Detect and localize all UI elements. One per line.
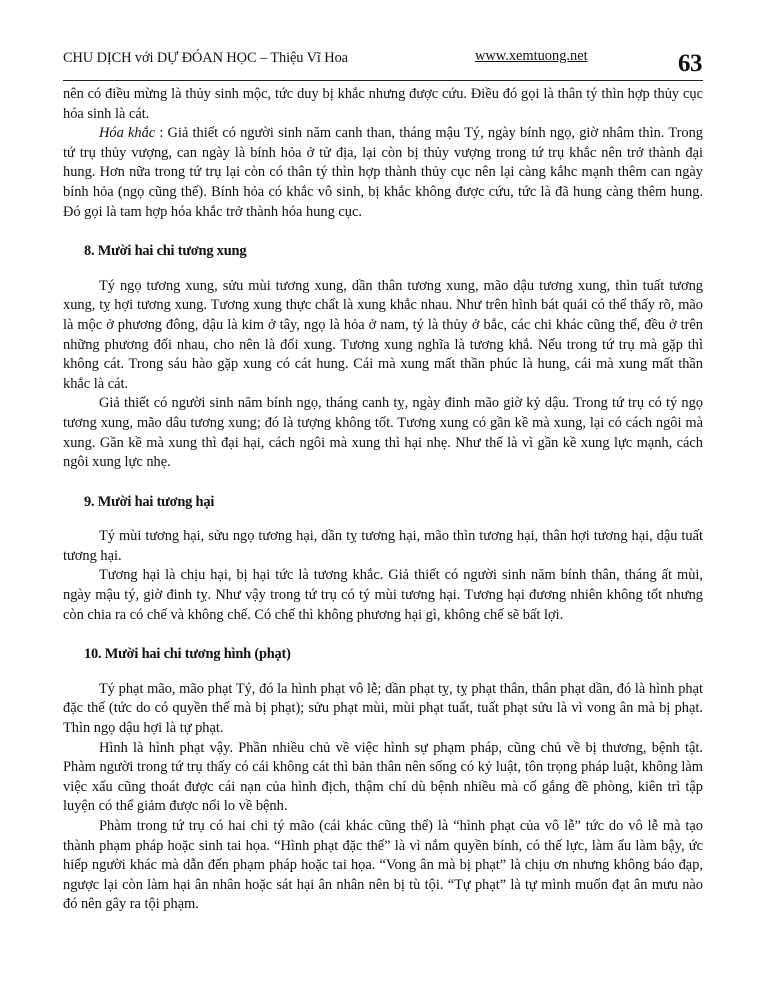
paragraph: Tý mùi tương hại, sửu ngọ tương hại, dần tỵ tương hại, mão thìn tương hại, thân hợi tương hại, dậu tuất tương hại.	[63, 528, 703, 564]
italic-term: Hóa khắc	[99, 125, 156, 142]
section-heading: 8. Mười hai chi tương xung	[84, 243, 247, 260]
section-heading: 9. Mười hai tương hại	[84, 493, 215, 510]
page-header	[63, 0, 703, 81]
paragraph	[63, 124, 703, 222]
paragraph: Tương hại là chịu hại, bị hại tức là tương khắc. Giả thiết có người sinh năm bính thân, tháng ất mùi, ngày mậu tý, giờ đinh tỵ. Như vậy trong tứ trụ có tý mùi tương hại. Tương hại đương nhiên không tốt nhưng còn chia ra có chế và không chế. Có chế thì không phương hại gì, không chế sẽ bất lợi.	[63, 567, 703, 623]
section-heading: 10. Mười hai chi tương hình (phạt)	[84, 646, 291, 663]
paragraph: Tý ngọ tương xung, sửu mùi tương xung, dần thân tương xung, mão dậu tương xung, thìn tuất tương xung, tỵ hợi tương xung. Tương xung thực chất là xung khắc nhau. Như trên hình bát quái có thể thấy rõ, mão là mộc ở phương đông, dậu là kim ở tây, ngọ là hỏa ở nam, tý là thủy ở bắc, các chi khác cũng thế, đều ở trên những phương đối nhau, cho nên là đối xung. Tương xung nghĩa là tương khắ. Nếu trong tứ trụ mà gặp thì không cát. Trong sáu hào gặp xung có cát hung. Cái mà xung mất thần phúc là hung, cái mà xung mất thần khắc là cát.	[63, 277, 703, 392]
book-title: CHU DỊCH với DỰ ĐÓAN HỌC – Thiệu Vĩ Hoa	[63, 50, 348, 66]
page-body	[63, 85, 703, 915]
page-number: 63	[678, 50, 702, 77]
website-link[interactable]: www.xemtuong.net	[475, 48, 588, 64]
paragraph-text: : Giả thiết có người sinh năm canh than, tháng mậu Tý, ngày bính ngọ, giờ nhâm thìn. Trong tứ trụ thủy vượng, can ngày là bính hỏa ở tử địa, lại còn bị thủy vượng trong tứ trụ khắc nên trở thành đại hung. Hơn nữa trong tứ trụ lại còn có thân tý thìn hợp thành thủy cục nên lại càng kắhc mạnh thêm can ngày bính hỏa (ngọ cũng thế). Bính hỏa có khắc vô sinh, bị khắc không được cứu, tức là đã hung càng thêm hung. Đó gọi là tam hợp hóa khắc trở thành hóa hung cục.	[63, 125, 703, 220]
document-page	[63, 0, 703, 915]
paragraph: Hình là hình phạt vậy. Phần nhiều chủ về việc hình sự phạm pháp, cũng chủ về bị thương, bệnh tật. Phàm người trong tứ trụ thấy có cái không cát thì bản thân nên sống có kỷ luật, tôn trọng pháp luật, không làm việc xấu cũng thoát được cái nạn của hình địch, thậm chí dù bệnh nhiều mà cố gắng đề phòng, kiên trì tập luyện có thể giảm được nổi lo về bệnh.	[63, 739, 703, 815]
paragraph: Phàm trong tứ trụ có hai chi tý mão (cái khác cũng thế) là “hình phạt của vô lễ” tức do vô lễ mà tạo thành phạm pháp hoặc sinh tai họa. “Hình phạt đặc thế” là vì nắm quyền bính, có thế lực, làm ẩu làm bậy, ức hiếp người khác mà dẫn đến phạm pháp hoặc tai họa. “Vong ân mà bị phạt” là chịu ơn nhưng không báo đạp, ngược lại còn làm hại ân nhân hoặc sát hại ân nhân nên bị tù tội. “Tự phạt” là tự mình muốn đạt ân mưu nào đó nên gây ra tội phạm.	[63, 818, 703, 913]
paragraph: Giả thiết có người sinh năm bính ngọ, tháng canh tỵ, ngày đinh mão giờ kỷ dậu. Trong tứ trụ có tý ngọ tương xung, mão dâu tương xung; đó là tượng không tốt. Tương xung có gần kề mà xung, lại có cách ngôi mà xung. Gần kề mà xung thì đại hại, cách ngôi mà xung thì hại nhẹ. Như thế là vì gần kề xung lực mạnh, cách ngôi xung lực nhẹ.	[63, 395, 703, 471]
paragraph: Tý phạt mão, mão phạt Tý, đó la hình phạt vô lễ; dần phạt tỵ, tỵ phạt thân, thân phạt dần, đó là hình phạt đặc thế (tức do có quyền thế mà bị phạt); sửu phạt mùi, mùi phạt tuất, tuất phạt sửu là vì vong ân mà bị phạt. Thìn ngọ dậu hợi là tự phạt.	[63, 680, 703, 737]
paragraph: nên có điều mừng là thủy sinh mộc, tức duy bị khắc nhưng được cứu. Điều đó gọi là thân tý thìn hợp thủy cục hóa sinh là cát.	[63, 86, 703, 122]
